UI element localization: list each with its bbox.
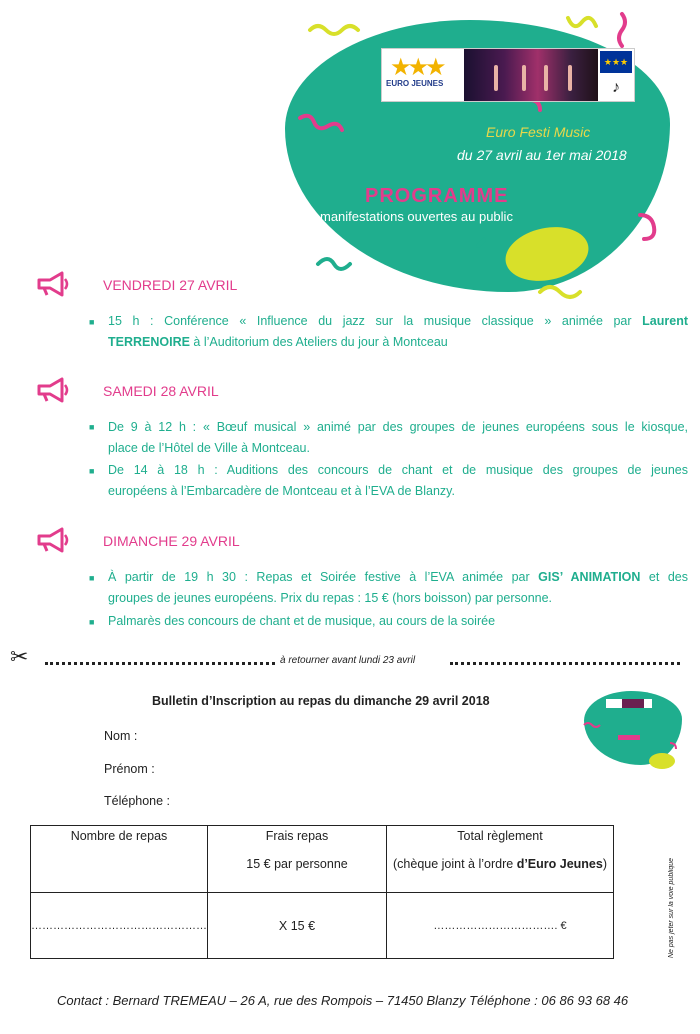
- programme-title: PROGRAMME: [365, 185, 509, 207]
- table-cell: [208, 826, 387, 893]
- col-total-sub: [387, 857, 613, 871]
- festival-name: Euro Festi Music: [486, 124, 591, 140]
- star-figures-icon: ★★★: [390, 53, 443, 81]
- vertical-note: Ne pas jeter sur la voie publique: [668, 857, 675, 958]
- cut-line-right: [450, 650, 680, 665]
- table-cell: [387, 893, 614, 959]
- concert-photo: [464, 49, 598, 101]
- speaker-lastname: TERRENOIRE: [108, 335, 190, 349]
- sunday-item-1-line2: groupes de jeunes européens. Prix du repas : 15 € (hors boisson) par personne.: [108, 591, 553, 605]
- friday-item-1-line2: [108, 332, 688, 353]
- sunday-item-1-line1: [108, 567, 688, 588]
- mini-programme-thumbnail: [578, 685, 688, 773]
- bullet: ■: [89, 573, 95, 583]
- programme-subtitle: manifestations ouvertes au public: [320, 209, 513, 224]
- saturday-item-1: [108, 417, 688, 459]
- animator-name: GIS’ ANIMATION: [538, 570, 641, 584]
- table-row: [31, 893, 614, 959]
- day-title-saturday: SAMEDI 28 AVRIL: [103, 383, 219, 399]
- mini-deco: [578, 685, 688, 773]
- friday-item-1-venue: à l’Auditorium des Ateliers du jour à Montceau: [189, 335, 448, 349]
- sunday-item-1: [108, 567, 688, 609]
- table-cell: [31, 826, 208, 893]
- field-nom: Nom :: [104, 729, 138, 743]
- form-title: Bulletin d’Inscription au repas du dimanche 29 avril 2018: [152, 694, 490, 708]
- registration-table: [30, 825, 614, 959]
- header: [0, 0, 700, 300]
- cut-line-left: [45, 650, 275, 665]
- megaphone-icon: [36, 270, 72, 298]
- day-title-friday: VENDREDI 27 AVRIL: [103, 277, 238, 293]
- scissors-icon: ✂: [10, 645, 29, 670]
- sunday-item-1-text: À partir de 19 h 30 : Repas et Soirée festive à l’EVA animée par: [108, 570, 539, 584]
- field-prenom: Prénom :: [104, 762, 155, 776]
- sunday-item-2: [108, 611, 688, 632]
- return-deadline: à retourner avant lundi 23 avril: [280, 655, 416, 666]
- saturday-item-2-line1: De 14 à 18 h : Auditions des concours de chant et de musique des groupes de jeunes: [108, 463, 688, 477]
- saturday-item-2-line2: européens à l’Embarcadère de Montceau et à l’EVA de Blanzy.: [108, 484, 455, 498]
- saturday-item-1-line1: De 9 à 12 h : « Bœuf musical » animé par des groupes de jeunes européens sous le kiosque,: [108, 420, 688, 434]
- megaphone-icon: [36, 526, 72, 554]
- price-multiplier: X 15 €: [278, 918, 316, 933]
- table-cell: [208, 893, 387, 959]
- day-title-sunday: DIMANCHE 29 AVRIL: [103, 533, 240, 549]
- table-cell: [387, 826, 614, 893]
- col-nombre-repas-header: Nombre de repas: [70, 829, 168, 843]
- bullet: ■: [89, 317, 95, 327]
- saturday-item-1-line2: place de l’Hôtel de Ville à Montceau.: [108, 441, 310, 455]
- sunday-item-2-line1: Palmarès des concours de chant et de musique, au cours de la soirée: [108, 614, 496, 628]
- contact-line: Contact : Bernard TREMEAU – 26 A, rue des Rompois – 71450 Blanzy Téléphone : 06 86 93 68 46: [57, 993, 629, 1008]
- col-total-sub-pre: (chèque joint à l’ordre: [393, 857, 517, 871]
- bullet: ■: [89, 617, 95, 627]
- friday-item-1: [108, 311, 688, 353]
- table-cell: [31, 893, 208, 959]
- header-logo-strip: [381, 48, 635, 102]
- col-total-header: Total règlement: [457, 829, 543, 843]
- sunday-item-1-text-end: et des: [640, 570, 688, 584]
- bullet: ■: [89, 466, 95, 476]
- saturday-item-2: [108, 460, 688, 502]
- euro-jeunes-logo-text: EURO JEUNES: [386, 79, 444, 88]
- col-frais-sub: 15 € par personne: [246, 857, 348, 871]
- field-telephone: Téléphone :: [104, 794, 171, 808]
- speaker-firstname: Laurent: [642, 314, 688, 328]
- table-row: [31, 826, 614, 893]
- total-blank[interactable]: ……………………………. €: [433, 919, 567, 932]
- festival-dates: du 27 avril au 1er mai 2018: [457, 147, 627, 163]
- col-total-sub-post: ): [602, 857, 607, 871]
- megaphone-icon: [36, 376, 72, 404]
- col-frais-header: Frais repas: [265, 829, 329, 843]
- friday-item-1-text: 15 h : Conférence « Influence du jazz sur la musique classique » animée par: [108, 314, 643, 328]
- repas-count-blank[interactable]: …………………………………………: [31, 919, 207, 932]
- bullet: ■: [89, 422, 95, 432]
- music-note-icon: ♪: [612, 79, 620, 96]
- eu-flag-icon: ★★★: [600, 51, 632, 73]
- euro-jeunes-logo: [382, 49, 462, 101]
- friday-item-1-line1: [108, 311, 688, 332]
- col-total-sub-bold: d’Euro Jeunes: [516, 857, 603, 871]
